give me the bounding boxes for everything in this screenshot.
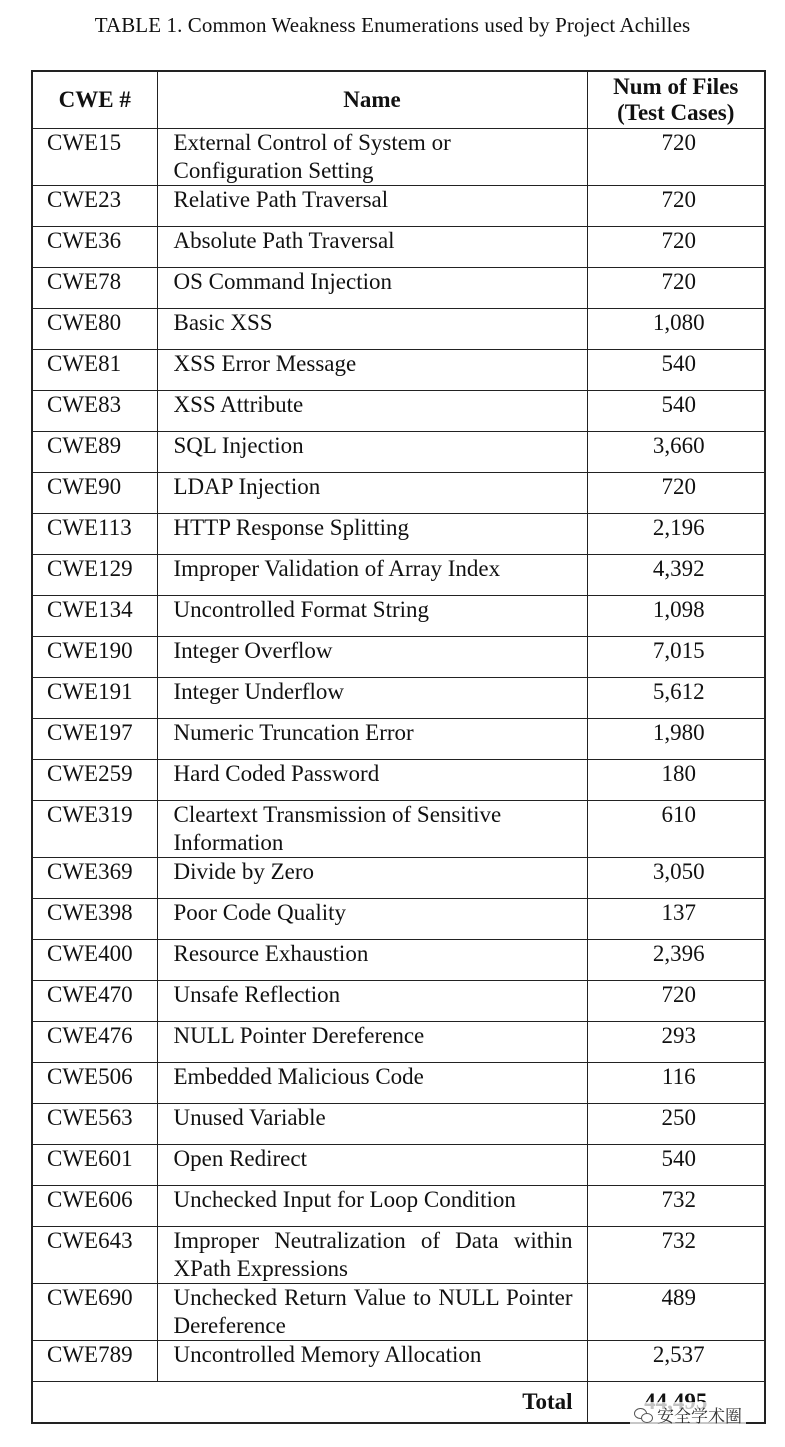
header-name: Name (157, 71, 587, 129)
table-row (32, 186, 765, 227)
cwe-id: CWE89 (32, 432, 157, 473)
num-files: 732 (587, 1227, 765, 1284)
cwe-id: CWE259 (32, 760, 157, 801)
cwe-id: CWE506 (32, 1063, 157, 1104)
num-files: 1,980 (587, 719, 765, 760)
table-row (32, 719, 765, 760)
cwe-name: Numeric Truncation Error (157, 719, 587, 760)
cwe-name: Relative Path Traversal (157, 186, 587, 227)
num-files: 137 (587, 899, 765, 940)
cwe-table (31, 70, 766, 1424)
cwe-id: CWE690 (32, 1284, 157, 1341)
table-body (32, 129, 765, 1424)
num-files: 720 (587, 473, 765, 514)
table-row (32, 981, 765, 1022)
num-files: 3,660 (587, 432, 765, 473)
cwe-name: HTTP Response Splitting (157, 514, 587, 555)
table-row (32, 555, 765, 596)
num-files: 720 (587, 129, 765, 186)
cwe-name: Resource Exhaustion (157, 940, 587, 981)
num-files: 2,396 (587, 940, 765, 981)
cwe-name: Absolute Path Traversal (157, 227, 587, 268)
watermark (630, 1402, 746, 1427)
table-row (32, 227, 765, 268)
cwe-name: Unchecked Return Value to NULL Pointer Dereference (157, 1284, 587, 1341)
cwe-id: CWE369 (32, 858, 157, 899)
cwe-id: CWE80 (32, 309, 157, 350)
table-row (32, 350, 765, 391)
cwe-id: CWE319 (32, 801, 157, 858)
num-files: 732 (587, 1186, 765, 1227)
table-caption: TABLE 1. Common Weakness Enumerations used by Project Achilles (94, 13, 691, 37)
num-files: 720 (587, 981, 765, 1022)
cwe-id: CWE78 (32, 268, 157, 309)
cwe-id: CWE81 (32, 350, 157, 391)
cwe-id: CWE563 (32, 1104, 157, 1145)
table-row (32, 899, 765, 940)
table-row (32, 514, 765, 555)
table-row (32, 760, 765, 801)
cwe-name: Unchecked Input for Loop Condition (157, 1186, 587, 1227)
num-files: 1,098 (587, 596, 765, 637)
cwe-name: External Control of System or Configuration Setting (157, 129, 587, 186)
header-num-files (587, 71, 765, 129)
cwe-id: CWE601 (32, 1145, 157, 1186)
table-row (32, 678, 765, 719)
num-files: 720 (587, 227, 765, 268)
table-row (32, 129, 765, 186)
header-cwe: CWE # (32, 71, 157, 129)
table-row (32, 940, 765, 981)
cwe-name: SQL Injection (157, 432, 587, 473)
table-row (32, 1341, 765, 1382)
cwe-id: CWE113 (32, 514, 157, 555)
table-row (32, 473, 765, 514)
cwe-id: CWE190 (32, 637, 157, 678)
cwe-id: CWE36 (32, 227, 157, 268)
cwe-name: Unsafe Reflection (157, 981, 587, 1022)
cwe-id: CWE470 (32, 981, 157, 1022)
cwe-name: XSS Error Message (157, 350, 587, 391)
table-row (32, 1022, 765, 1063)
cwe-id: CWE129 (32, 555, 157, 596)
cwe-name: LDAP Injection (157, 473, 587, 514)
cwe-name: Open Redirect (157, 1145, 587, 1186)
num-files: 489 (587, 1284, 765, 1341)
cwe-id: CWE191 (32, 678, 157, 719)
header-row (32, 71, 765, 129)
table-row (32, 596, 765, 637)
watermark-text: 安全学术圈 (657, 1407, 742, 1427)
cwe-id: CWE400 (32, 940, 157, 981)
table-row (32, 432, 765, 473)
table-row (32, 1063, 765, 1104)
table-row (32, 1227, 765, 1284)
num-files: 4,392 (587, 555, 765, 596)
total-label: Total (32, 1382, 587, 1424)
num-files: 293 (587, 1022, 765, 1063)
num-files: 3,050 (587, 858, 765, 899)
cwe-id: CWE90 (32, 473, 157, 514)
cwe-id: CWE606 (32, 1186, 157, 1227)
wechat-icon (634, 1408, 654, 1424)
cwe-id: CWE134 (32, 596, 157, 637)
num-files: 610 (587, 801, 765, 858)
num-files: 2,196 (587, 514, 765, 555)
cwe-name: Improper Neutralization of Data within XPath Expressions (157, 1227, 587, 1284)
cwe-name: OS Command Injection (157, 268, 587, 309)
num-files: 540 (587, 391, 765, 432)
cwe-name: Integer Overflow (157, 637, 587, 678)
table-row (32, 858, 765, 899)
cwe-id: CWE398 (32, 899, 157, 940)
num-files: 540 (587, 350, 765, 391)
num-files: 116 (587, 1063, 765, 1104)
num-files: 5,612 (587, 678, 765, 719)
table-row (32, 637, 765, 678)
cwe-id: CWE83 (32, 391, 157, 432)
table-row (32, 1104, 765, 1145)
num-files: 720 (587, 268, 765, 309)
cwe-name: Hard Coded Password (157, 760, 587, 801)
cwe-id: CWE643 (32, 1227, 157, 1284)
table-row (32, 309, 765, 350)
cwe-id: CWE476 (32, 1022, 157, 1063)
cwe-id: CWE789 (32, 1341, 157, 1382)
num-files: 720 (587, 186, 765, 227)
table-row (32, 801, 765, 858)
header-num-files-line2: (Test Cases) (617, 100, 735, 125)
num-files: 540 (587, 1145, 765, 1186)
cwe-name: Basic XSS (157, 309, 587, 350)
table-row (32, 1186, 765, 1227)
cwe-id: CWE197 (32, 719, 157, 760)
num-files: 1,080 (587, 309, 765, 350)
cwe-id: CWE23 (32, 186, 157, 227)
cwe-name: Uncontrolled Format String (157, 596, 587, 637)
num-files: 7,015 (587, 637, 765, 678)
cwe-name: Uncontrolled Memory Allocation (157, 1341, 587, 1382)
header-num-files-line1: Num of Files (613, 74, 739, 99)
cwe-name: Cleartext Transmission of Sensitive Information (157, 801, 587, 858)
cwe-name: Unused Variable (157, 1104, 587, 1145)
cwe-name: Improper Validation of Array Index (157, 555, 587, 596)
num-files: 250 (587, 1104, 765, 1145)
table-row (32, 268, 765, 309)
cwe-name: Integer Underflow (157, 678, 587, 719)
table-row (32, 1145, 765, 1186)
num-files: 2,537 (587, 1341, 765, 1382)
cwe-id: CWE15 (32, 129, 157, 186)
table-row (32, 391, 765, 432)
cwe-name: XSS Attribute (157, 391, 587, 432)
cwe-name: Divide by Zero (157, 858, 587, 899)
num-files: 180 (587, 760, 765, 801)
cwe-name: NULL Pointer Dereference (157, 1022, 587, 1063)
cwe-name: Embedded Malicious Code (157, 1063, 587, 1104)
cwe-name: Poor Code Quality (157, 899, 587, 940)
table-row (32, 1284, 765, 1341)
